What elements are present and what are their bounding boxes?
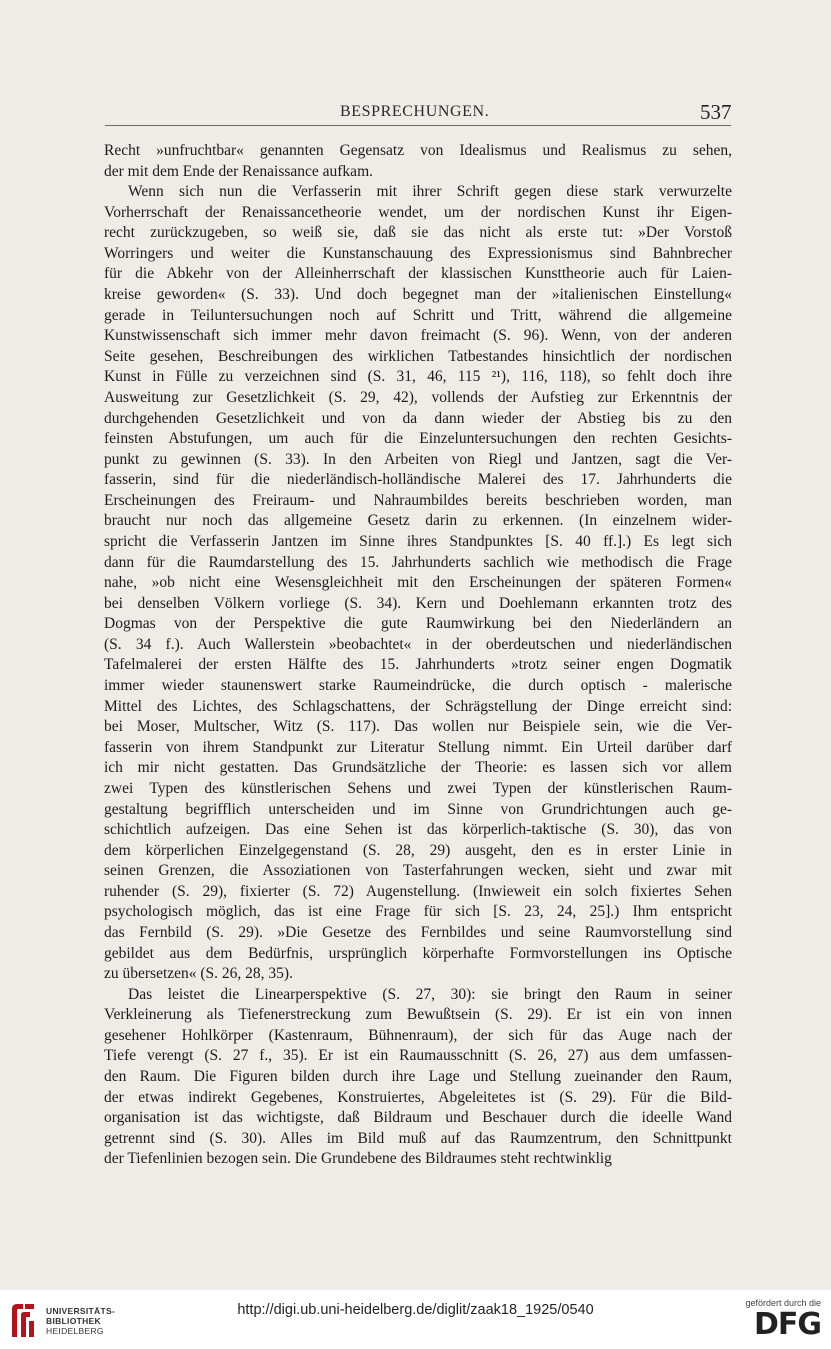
funder-caption: gefördert durch die <box>745 1298 821 1308</box>
text-line: durchgehenden Gesetzlichkeit und von da dann wieder der Abstieg bis zu den <box>104 409 732 427</box>
text-line: Tafelmalerei der ersten Hälfte des 15. Jahrhunderts »trotz seiner engen Dogmatik <box>104 656 732 674</box>
text-line: zu übersetzen« (S. 26, 28, 35). <box>104 965 293 983</box>
text-line: immer wieder staunenswert starke Raumeindrücke, die durch optisch - malerische <box>104 677 732 695</box>
text-line: Seite gesehen, Beschreibungen des wirklichen Tatbestandes hinsichtlich der nordischen <box>104 347 732 365</box>
library-name-line2: BIBLIOTHEK <box>46 1316 101 1326</box>
text-line: seinen Grenzen, die Assoziationen von Tasterfahrungen wecken, sieht und zwar mit <box>104 862 732 880</box>
text-line: Worringers und weiter die Kunstanschauung des Expressionismus sind Bahnbrecher <box>104 244 732 262</box>
text-line: Kunst in Fülle zu verzeichnen sind (S. 31, 46, 115 ²¹), 116, 118), so fehlt doch ihre <box>104 368 732 386</box>
permalink-url[interactable]: http://digi.ub.uni-heidelberg.de/diglit/zaak18_1925/0540 <box>237 1302 594 1318</box>
header-rule <box>105 125 731 126</box>
text-line: gerade in Teiluntersuchungen noch auf Schritt und Tritt, während die allgemeine <box>104 306 732 324</box>
paragraph <box>104 141 732 182</box>
text-line: nahe, »ob nicht eine Wesensgleichheit mit den Erscheinungen der späteren Formen« <box>104 574 732 592</box>
text-line: gesehener Hohlkörper (Kastenraum, Bühnenraum), der sich für das Auge nach der <box>104 1026 732 1044</box>
text-line: den Raum. Die Figuren bilden durch ihre Lage und Stellung zueinander den Raum, <box>104 1068 732 1086</box>
text-line: dann für die Raumdarstellung des 15. Jahrhunderts sachlich wie methodisch die Frage <box>104 553 732 571</box>
text-line: Erscheinungen des Freiraum- und Nahraumbildes bereits beschrieben worden, man <box>104 491 732 509</box>
text-line: fasserin von ihrem Standpunkt zur Literatur Stellung nimmt. Ein Urteil darüber darf <box>104 738 732 756</box>
text-line: Verkleinerung als Tiefenerstreckung zum Bewußtsein (S. 29). Er ist ein von innen <box>104 1006 732 1024</box>
text-line: der mit dem Ende der Renaissance aufkam. <box>104 162 373 180</box>
text-line: für die Abkehr von der Alleinherrschaft der klassischen Kunsttheorie auch für Laien- <box>104 265 732 283</box>
paragraph <box>104 985 732 1170</box>
text-line: braucht nur noch das allgemeine Gesetz darin zu erkennen. (In einzelnem wider- <box>104 512 732 530</box>
text-line: getrennt sind (S. 30). Alles im Bild muß auf das Raumzentrum, den Schnittpunkt <box>104 1129 732 1147</box>
text-line: der Tiefenlinien bezogen sein. Die Grundebene des Bildraumes steht rechtwinklig <box>104 1150 612 1168</box>
text-line: ruhender (S. 29), fixierter (S. 72) Augenstellung. (Inwieweit ein solch fixiertes Sehen <box>104 882 732 900</box>
text-line: recht zurückzugeben, so weiß sie, daß sie das nicht als erste tut: »Der Vorstoß <box>104 224 732 242</box>
text-line: das Fernbild (S. 29). »Die Gesetze des Fernbildes und seine Raumvorstellung sind <box>104 923 732 941</box>
paragraph <box>104 182 732 985</box>
text-line: feinsten Abstufungen, um auch für die Einzeluntersuchungen den rechten Gesichts- <box>104 430 732 448</box>
text-line: dem körperlichen Einzelgegenstand (S. 28, 29) ausgeht, den es in erster Linie in <box>104 841 732 859</box>
text-line: kreise geworden« (S. 33). Und doch begegnet man der »italienischen Einstellung« <box>104 286 732 304</box>
text-line: bei Moser, Multscher, Witz (S. 117). Das wollen nur Beispiele sein, wie die Ver- <box>104 718 732 736</box>
text-line: zwei Typen des künstlerischen Sehens und zwei Typen der künstlerischen Raum- <box>104 779 732 797</box>
library-name-line3: HEIDELBERG <box>46 1326 104 1336</box>
funder-logo[interactable] <box>721 1298 821 1342</box>
text-line: Dogmas von der Perspektive die gute Raumwirkung bei den Niederländern an <box>104 615 732 633</box>
text-line: bei denselben Völkern vorliege (S. 34). Kern und Doehlemann erkannten trotz des <box>104 594 732 612</box>
text-line: gebildet aus dem Bedürfnis, ursprünglich körperhafte Formvorstellungen ins Optische <box>104 944 732 962</box>
text-line: (S. 34 f.). Auch Wallerstein »beobachtet« in der oberdeutschen und niederländischen <box>104 635 732 653</box>
text-line: Mittel des Lichtes, des Schlagschattens, der Schrägstellung der Dinge erreicht sind: <box>104 697 732 715</box>
text-line: schichtlich aufzeigen. Das eine Sehen ist das körperlich-taktische (S. 30), das von <box>104 821 732 839</box>
text-line: Vorherrschaft der Renaissancetheorie wendet, um der nordischen Kunst ihr Eigen- <box>104 203 732 221</box>
text-line: Ausweitung zur Gesetzlichkeit (S. 29, 42), vollends der Aufstieg zur Erkenntnis der <box>104 388 732 406</box>
text-line: Das leistet die Linearperspektive (S. 27, 30): sie bringt den Raum in seiner <box>128 985 732 1003</box>
page-number: 537 <box>700 100 732 124</box>
text-line: ich mir nicht gestatten. Das Grundsätzliche der Theorie: es lassen sich vor allem <box>104 759 732 777</box>
text-line: spricht die Verfasserin Jantzen im Sinne ihres Standpunktes [S. 40 ff.].) Es legt sich <box>104 532 732 550</box>
running-title: BESPRECHUNGEN. <box>340 103 490 120</box>
text-line: psychologisch möglich, das ist eine Frage für sich [S. 23, 24, 25].) Ihm entspricht <box>104 903 732 921</box>
text-line: gestaltung begrifflich unterscheiden und im Sinne von Grundrichtungen auch ge- <box>104 800 732 818</box>
viewer-footer <box>0 1290 831 1349</box>
text-line: Kunstwissenschaft sich immer mehr davon freimacht (S. 96). Wenn, von der anderen <box>104 327 732 345</box>
running-head <box>0 100 831 124</box>
text-line: fasserin, sind für die niederländisch-holländische Malerei des 17. Jahrhunderts die <box>104 471 732 489</box>
dfg-logo-mark: DFG <box>753 1307 821 1342</box>
body-text <box>104 141 732 1170</box>
text-line: Wenn sich nun die Verfasserin mit ihrer Schrift gegen diese stark verwurzelte <box>128 183 732 201</box>
text-line: punkt zu gewinnen (S. 33). In den Arbeiten von Riegl und Jantzen, sagt die Ver- <box>104 450 732 468</box>
text-line: der etwas indirekt Gegebenes, Konstruiertes, Abgeleitetes ist (S. 29). Für die Bild- <box>104 1088 732 1106</box>
text-line: Tiefe verengt (S. 27 f., 35). Er ist ein Raumausschnitt (S. 26, 27) aus dem umfassen- <box>104 1047 732 1065</box>
text-line: organisation ist das wichtigste, daß Bildraum und Beschauer durch die ideelle Wand <box>104 1109 732 1127</box>
library-name-line1: UNIVERSITÄTS- <box>46 1306 116 1316</box>
text-line: Recht »unfruchtbar« genannten Gegensatz von Idealismus und Realismus zu sehen, <box>104 142 732 159</box>
